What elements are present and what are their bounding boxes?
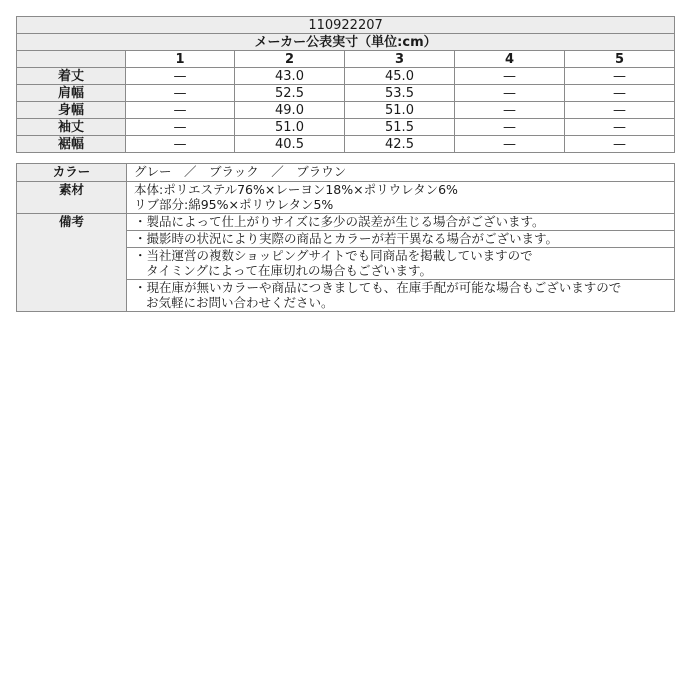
note-text-continued: お気軽にお問い合わせください。 xyxy=(146,295,334,310)
size-table xyxy=(16,16,675,153)
table-cell: — xyxy=(455,85,565,102)
table-cell: — xyxy=(455,68,565,85)
table-row xyxy=(17,85,675,102)
table-cell: 53.5 xyxy=(345,85,455,102)
table-cell: — xyxy=(565,136,675,153)
material-rib: リブ部分:綿95%×ポリウレタン5% xyxy=(134,197,334,212)
table-cell: — xyxy=(565,85,675,102)
table-cell: — xyxy=(455,136,565,153)
table-cell: 52.5 xyxy=(235,85,345,102)
color-value: グレー ／ ブラック ／ ブラウン xyxy=(127,164,675,182)
note-text: ・現在庫が無いカラーや商品につきましても、在庫手配が可能な場合もございますので xyxy=(134,280,622,295)
note-text: ・撮影時の状況により実際の商品とカラーが若干異なる場合がございます。 xyxy=(134,231,559,246)
table-cell: — xyxy=(126,102,235,119)
row-label-sleeve: 袖丈 xyxy=(17,119,126,136)
note-item xyxy=(127,231,675,248)
size-table-subtitle: メーカー公表実寸（単位:cm） xyxy=(17,34,675,51)
table-cell: — xyxy=(126,68,235,85)
note-item xyxy=(127,214,675,231)
table-cell: — xyxy=(565,68,675,85)
table-cell: 51.5 xyxy=(345,119,455,136)
note-item xyxy=(127,248,675,280)
table-cell: — xyxy=(455,119,565,136)
table-cell: 49.0 xyxy=(235,102,345,119)
table-row xyxy=(17,136,675,153)
table-cell: — xyxy=(565,102,675,119)
note-item xyxy=(127,280,675,312)
table-cell: — xyxy=(126,136,235,153)
table-row xyxy=(17,102,675,119)
note-text-continued: タイミングによって在庫切れの場合もございます。 xyxy=(146,263,433,278)
size-header-2: 2 xyxy=(235,51,345,68)
table-cell: — xyxy=(126,85,235,102)
material-label: 素材 xyxy=(17,182,127,214)
row-label-shoulder: 肩幅 xyxy=(17,85,126,102)
table-row xyxy=(17,119,675,136)
material-value xyxy=(127,182,675,214)
size-header-corner xyxy=(17,51,126,68)
product-id: 110922207 xyxy=(17,17,675,34)
size-header-3: 3 xyxy=(345,51,455,68)
info-row-material xyxy=(17,182,675,214)
size-header-row xyxy=(17,51,675,68)
table-cell: — xyxy=(565,119,675,136)
table-cell: — xyxy=(455,102,565,119)
material-body: 本体:ポリエステル76%×レーヨン18%×ポリウレタン6% xyxy=(134,182,458,197)
table-cell: 51.0 xyxy=(345,102,455,119)
table-cell: 51.0 xyxy=(235,119,345,136)
info-row-notes xyxy=(17,214,675,231)
table-cell: — xyxy=(126,119,235,136)
color-label: カラー xyxy=(17,164,127,182)
row-label-hem: 裾幅 xyxy=(17,136,126,153)
info-row-color xyxy=(17,164,675,182)
table-row xyxy=(17,68,675,85)
size-header-4: 4 xyxy=(455,51,565,68)
table-cell: 45.0 xyxy=(345,68,455,85)
size-header-1: 1 xyxy=(126,51,235,68)
note-text: ・製品によって仕上がりサイズに多少の誤差が生じる場合がございます。 xyxy=(134,214,545,229)
size-header-5: 5 xyxy=(565,51,675,68)
row-label-chest: 身幅 xyxy=(17,102,126,119)
product-info-table xyxy=(16,163,675,312)
table-cell: 40.5 xyxy=(235,136,345,153)
table-cell: 42.5 xyxy=(345,136,455,153)
table-cell: 43.0 xyxy=(235,68,345,85)
note-text: ・当社運営の複数ショッピングサイトでも同商品を掲載していますので xyxy=(134,248,533,263)
row-label-length: 着丈 xyxy=(17,68,126,85)
notes-label: 備考 xyxy=(17,214,127,312)
